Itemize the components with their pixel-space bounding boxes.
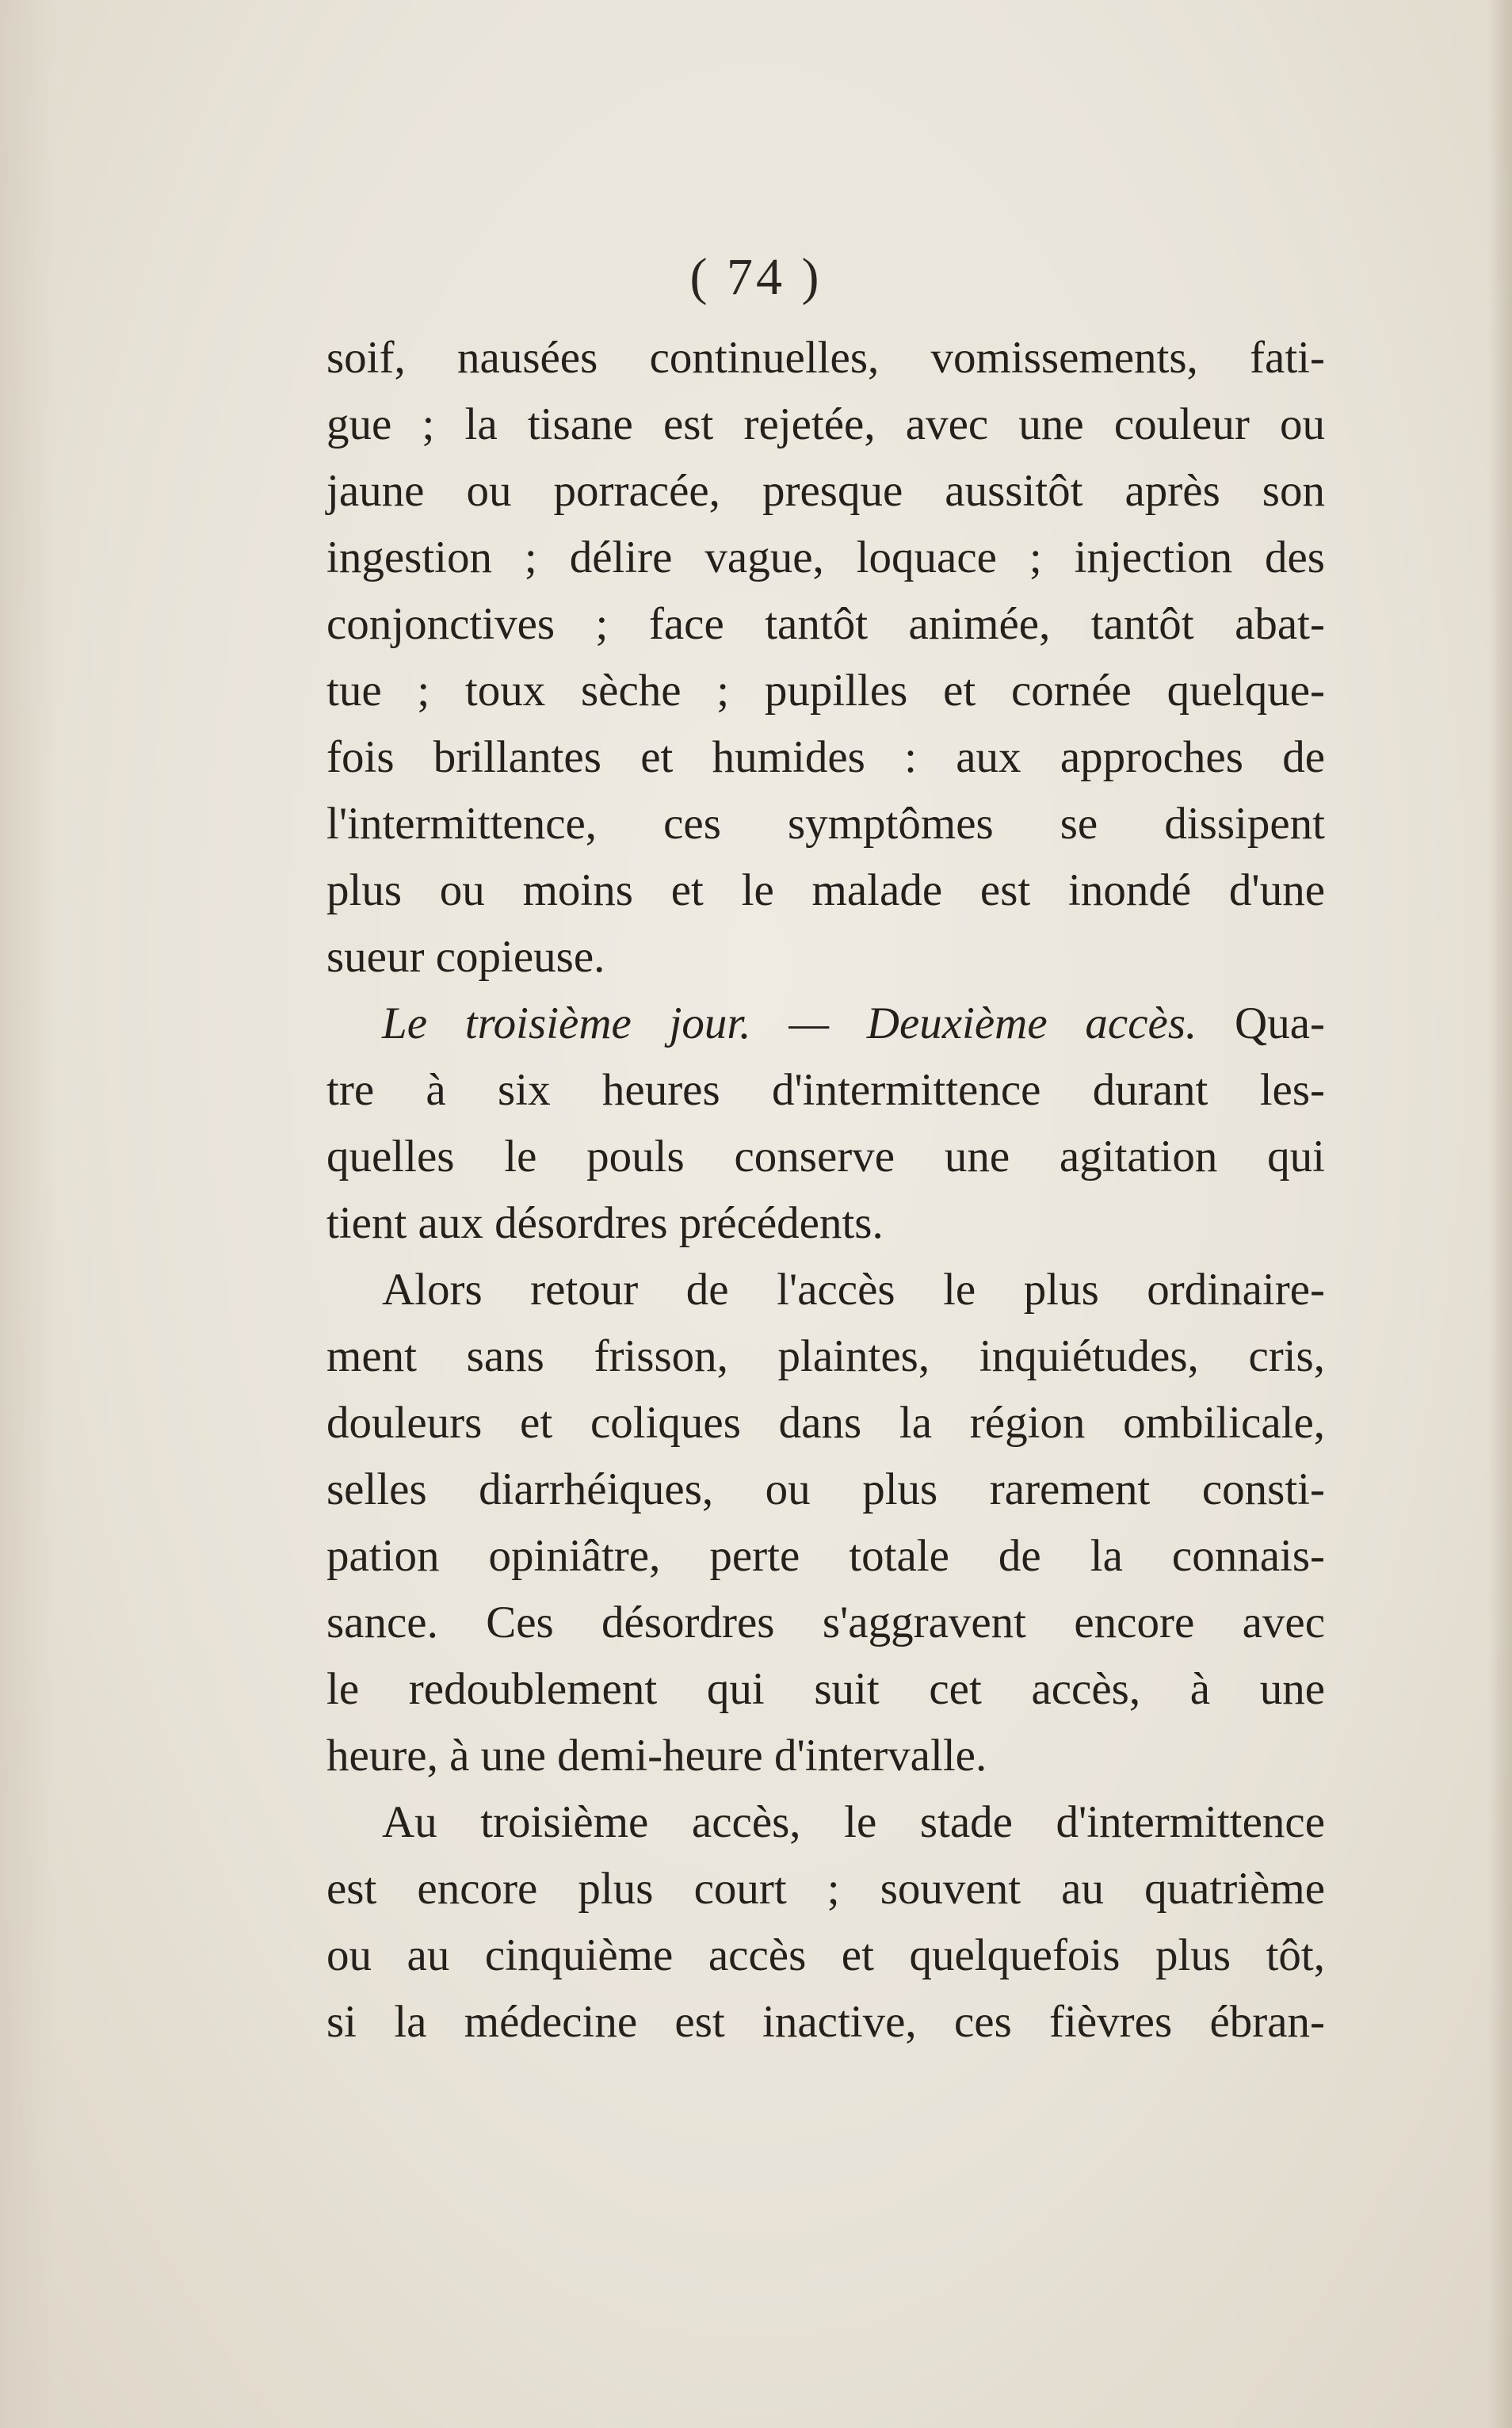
text-line: selles diarrhéiques, ou plus rarement consti- — [326, 1464, 1325, 1514]
text-line: soif, nausées continuelles, vomissements, fati- — [326, 333, 1325, 383]
text-line: jaune ou porracée, presque aussitôt après son — [326, 466, 1325, 516]
text-line: plus ou moins et le malade est inondé d'une — [326, 865, 1325, 915]
text-line: sance. Ces désordres s'aggravent encore avec — [326, 1598, 1325, 1647]
text-line: gue ; la tisane est rejetée, avec une couleur ou — [326, 399, 1325, 449]
text-line: douleurs et coliques dans la région ombilicale, — [326, 1398, 1325, 1448]
section-heading-rest: Qua- — [1235, 998, 1325, 1048]
text-line: l'intermittence, ces symptômes se dissipent — [326, 799, 1325, 849]
text-line: fois brillantes et humides : aux approches de — [326, 732, 1325, 782]
text-line: tient aux désordres précédents. — [326, 1198, 884, 1248]
text-line: pation opiniâtre, perte totale de la connais- — [326, 1531, 1325, 1581]
text-line: tue ; toux sèche ; pupilles et cornée quelque- — [326, 666, 1325, 716]
text-line: ou au cinquième accès et quelquefois plus tôt, — [326, 1930, 1325, 1980]
section-heading-line — [326, 991, 1325, 1057]
page-number: ( 74 ) — [689, 248, 823, 306]
text-line: tre à six heures d'intermittence durant les- — [326, 1065, 1325, 1115]
text-line: Au troisième accès, le stade d'intermittence — [382, 1797, 1325, 1847]
text-line: heure, à une demi-heure d'intervalle. — [326, 1731, 987, 1781]
text-line: ment sans frisson, plaintes, inquiétudes, cris, — [326, 1331, 1325, 1381]
page-right-shadow — [1488, 0, 1512, 2428]
text-line: est encore plus court ; souvent au quatrième — [326, 1864, 1325, 1914]
text-line: le redoublement qui suit cet accès, à une — [326, 1664, 1325, 1714]
text-line: quelles le pouls conserve une agitation qui — [326, 1132, 1325, 1182]
text-line: si la médecine est inactive, ces fièvres ébran- — [326, 1997, 1325, 2047]
body-text — [326, 325, 1325, 2056]
text-line: sueur copieuse. — [326, 932, 605, 982]
page-left-shadow — [0, 0, 55, 2428]
text-line: Alors retour de l'accès le plus ordinaire- — [382, 1265, 1325, 1315]
text-line: conjonctives ; face tantôt animée, tantôt abat- — [326, 599, 1325, 649]
text-line: ingestion ; délire vague, loquace ; injection des — [326, 533, 1325, 582]
section-heading-italic: Le troisième jour. — Deuxième accès. — [382, 998, 1197, 1048]
